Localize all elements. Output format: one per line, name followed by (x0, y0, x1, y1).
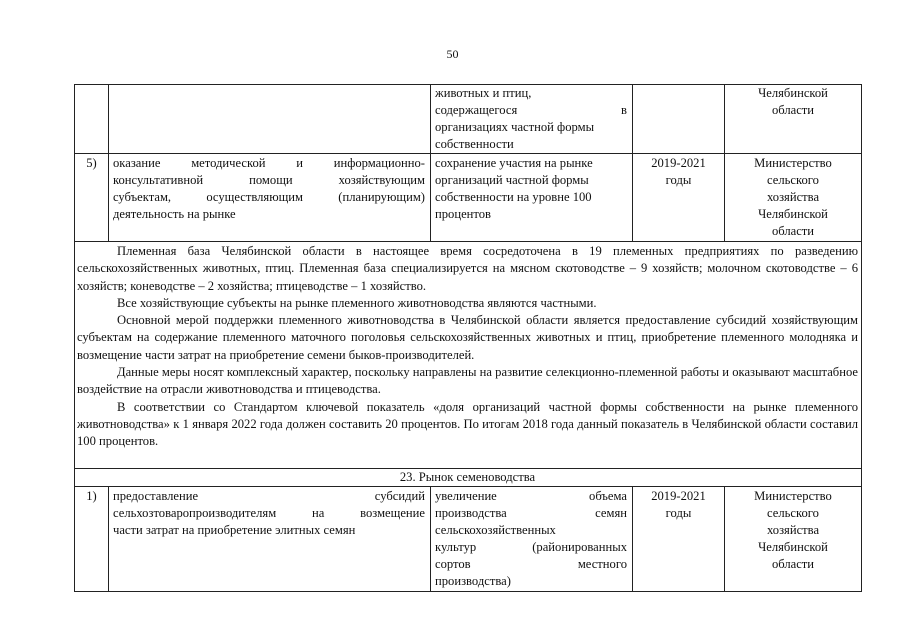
text-line: субъектам, осуществляющим (планирующим) (113, 190, 425, 204)
text-line: Челябинской (758, 207, 828, 221)
row-prev-org (725, 85, 861, 119)
text-line: области (771, 557, 815, 571)
text-line: годы (665, 173, 692, 187)
paragraph: Данные меры носят комплексный характер, поскольку направлены на развитие селекционно-племенной работы и оказывают масштабное воздействие на отрасли животноводства и птицеводства. (77, 365, 858, 397)
row1-org (725, 488, 861, 573)
page-number: 50 (446, 47, 459, 61)
text-line: сортов местного (435, 557, 627, 571)
text-line: части затрат на приобретение элитных семян (113, 523, 356, 537)
text-line: сельскохозяйственных (435, 523, 556, 537)
text-line: консультативной помощи хозяйствующим (113, 173, 425, 187)
text-line: области (771, 224, 815, 238)
text-line: сохранение участия на рынке (435, 156, 593, 170)
text-line: годы (665, 506, 692, 520)
paragraph: Основной мерой поддержки племенного животноводства в Челябинской области является предоставление субсидий хозяйствующим субъектам на содержание племенного маточного поголовья сельскохозяйственных животных и птиц, приобретение племенного молодняка и возмещение части затрат на приобретение семени быков-производителей. (77, 313, 858, 362)
text-line: увеличение объема (435, 489, 627, 503)
row5-org (725, 155, 861, 240)
text-line: предоставление субсидий (113, 489, 425, 503)
text-line: Министерство (754, 489, 832, 503)
text-line: собственности (435, 137, 514, 151)
row1-measure (113, 488, 425, 539)
text-line: культур (районированных (435, 540, 627, 554)
text-line: сельского (767, 506, 819, 520)
paragraph: В соответствии со Стандартом ключевой показатель «доля организаций частной формы собственности на рынке племенного животноводства» к 1 января 2022 года должен составить 20 процентов. По итогам 2018 года данный показатель в Челябинской области составил 100 процентов. (77, 399, 858, 449)
text-line: производства семян (435, 506, 627, 520)
text-line: области (771, 103, 815, 117)
row5-period (633, 155, 724, 189)
row1-number: 1) (86, 489, 97, 503)
text-line: хозяйства (766, 523, 820, 537)
text-line: оказание методической и информационно- (113, 156, 425, 170)
text-line: Челябинской (758, 86, 828, 100)
row5-measure (113, 155, 425, 223)
text-line: Министерство (754, 156, 832, 170)
text-line: процентов (435, 207, 491, 221)
text-line: 2019-2021 (651, 489, 706, 503)
text-line: производства) (435, 574, 511, 588)
text-line: организациях частной формы (435, 120, 595, 134)
section-title: 23. Рынок семеноводства (399, 470, 536, 484)
text-line: организаций частной формы (435, 173, 589, 187)
text-line: содержащегося в (435, 103, 627, 117)
narrative-block (77, 243, 858, 451)
text-line: сельхозтоваропроизводителям на возмещение (113, 506, 425, 520)
paragraph: Племенная база Челябинской области в настоящее время сосредоточена в 19 племенных предприятиях по разведению сельскохозяйственных животных, птиц. Племенная база специализируется на мясном скотоводстве – 9 хозяйств; молочном скотоводстве – 6 хозяйств; коневодстве – 2 хозяйства; птицеводстве – 1 хозяйство. (77, 244, 858, 293)
row5-number: 5) (86, 156, 97, 170)
text-line: животных и птиц, (435, 86, 532, 100)
row1-result (435, 488, 627, 590)
text-line: 2019-2021 (651, 156, 706, 170)
paragraph: Все хозяйствующие субъекты на рынке племенного животноводства являются частными. (117, 295, 597, 310)
text-line: Челябинской (758, 540, 828, 554)
text-line: хозяйства (766, 190, 820, 204)
row1-period (633, 488, 724, 522)
text-line: деятельность на рынке (113, 207, 236, 221)
row-prev-result (435, 85, 627, 153)
text-line: сельского (767, 173, 819, 187)
text-line: собственности на уровне 100 (435, 190, 592, 204)
row5-result (435, 155, 627, 223)
